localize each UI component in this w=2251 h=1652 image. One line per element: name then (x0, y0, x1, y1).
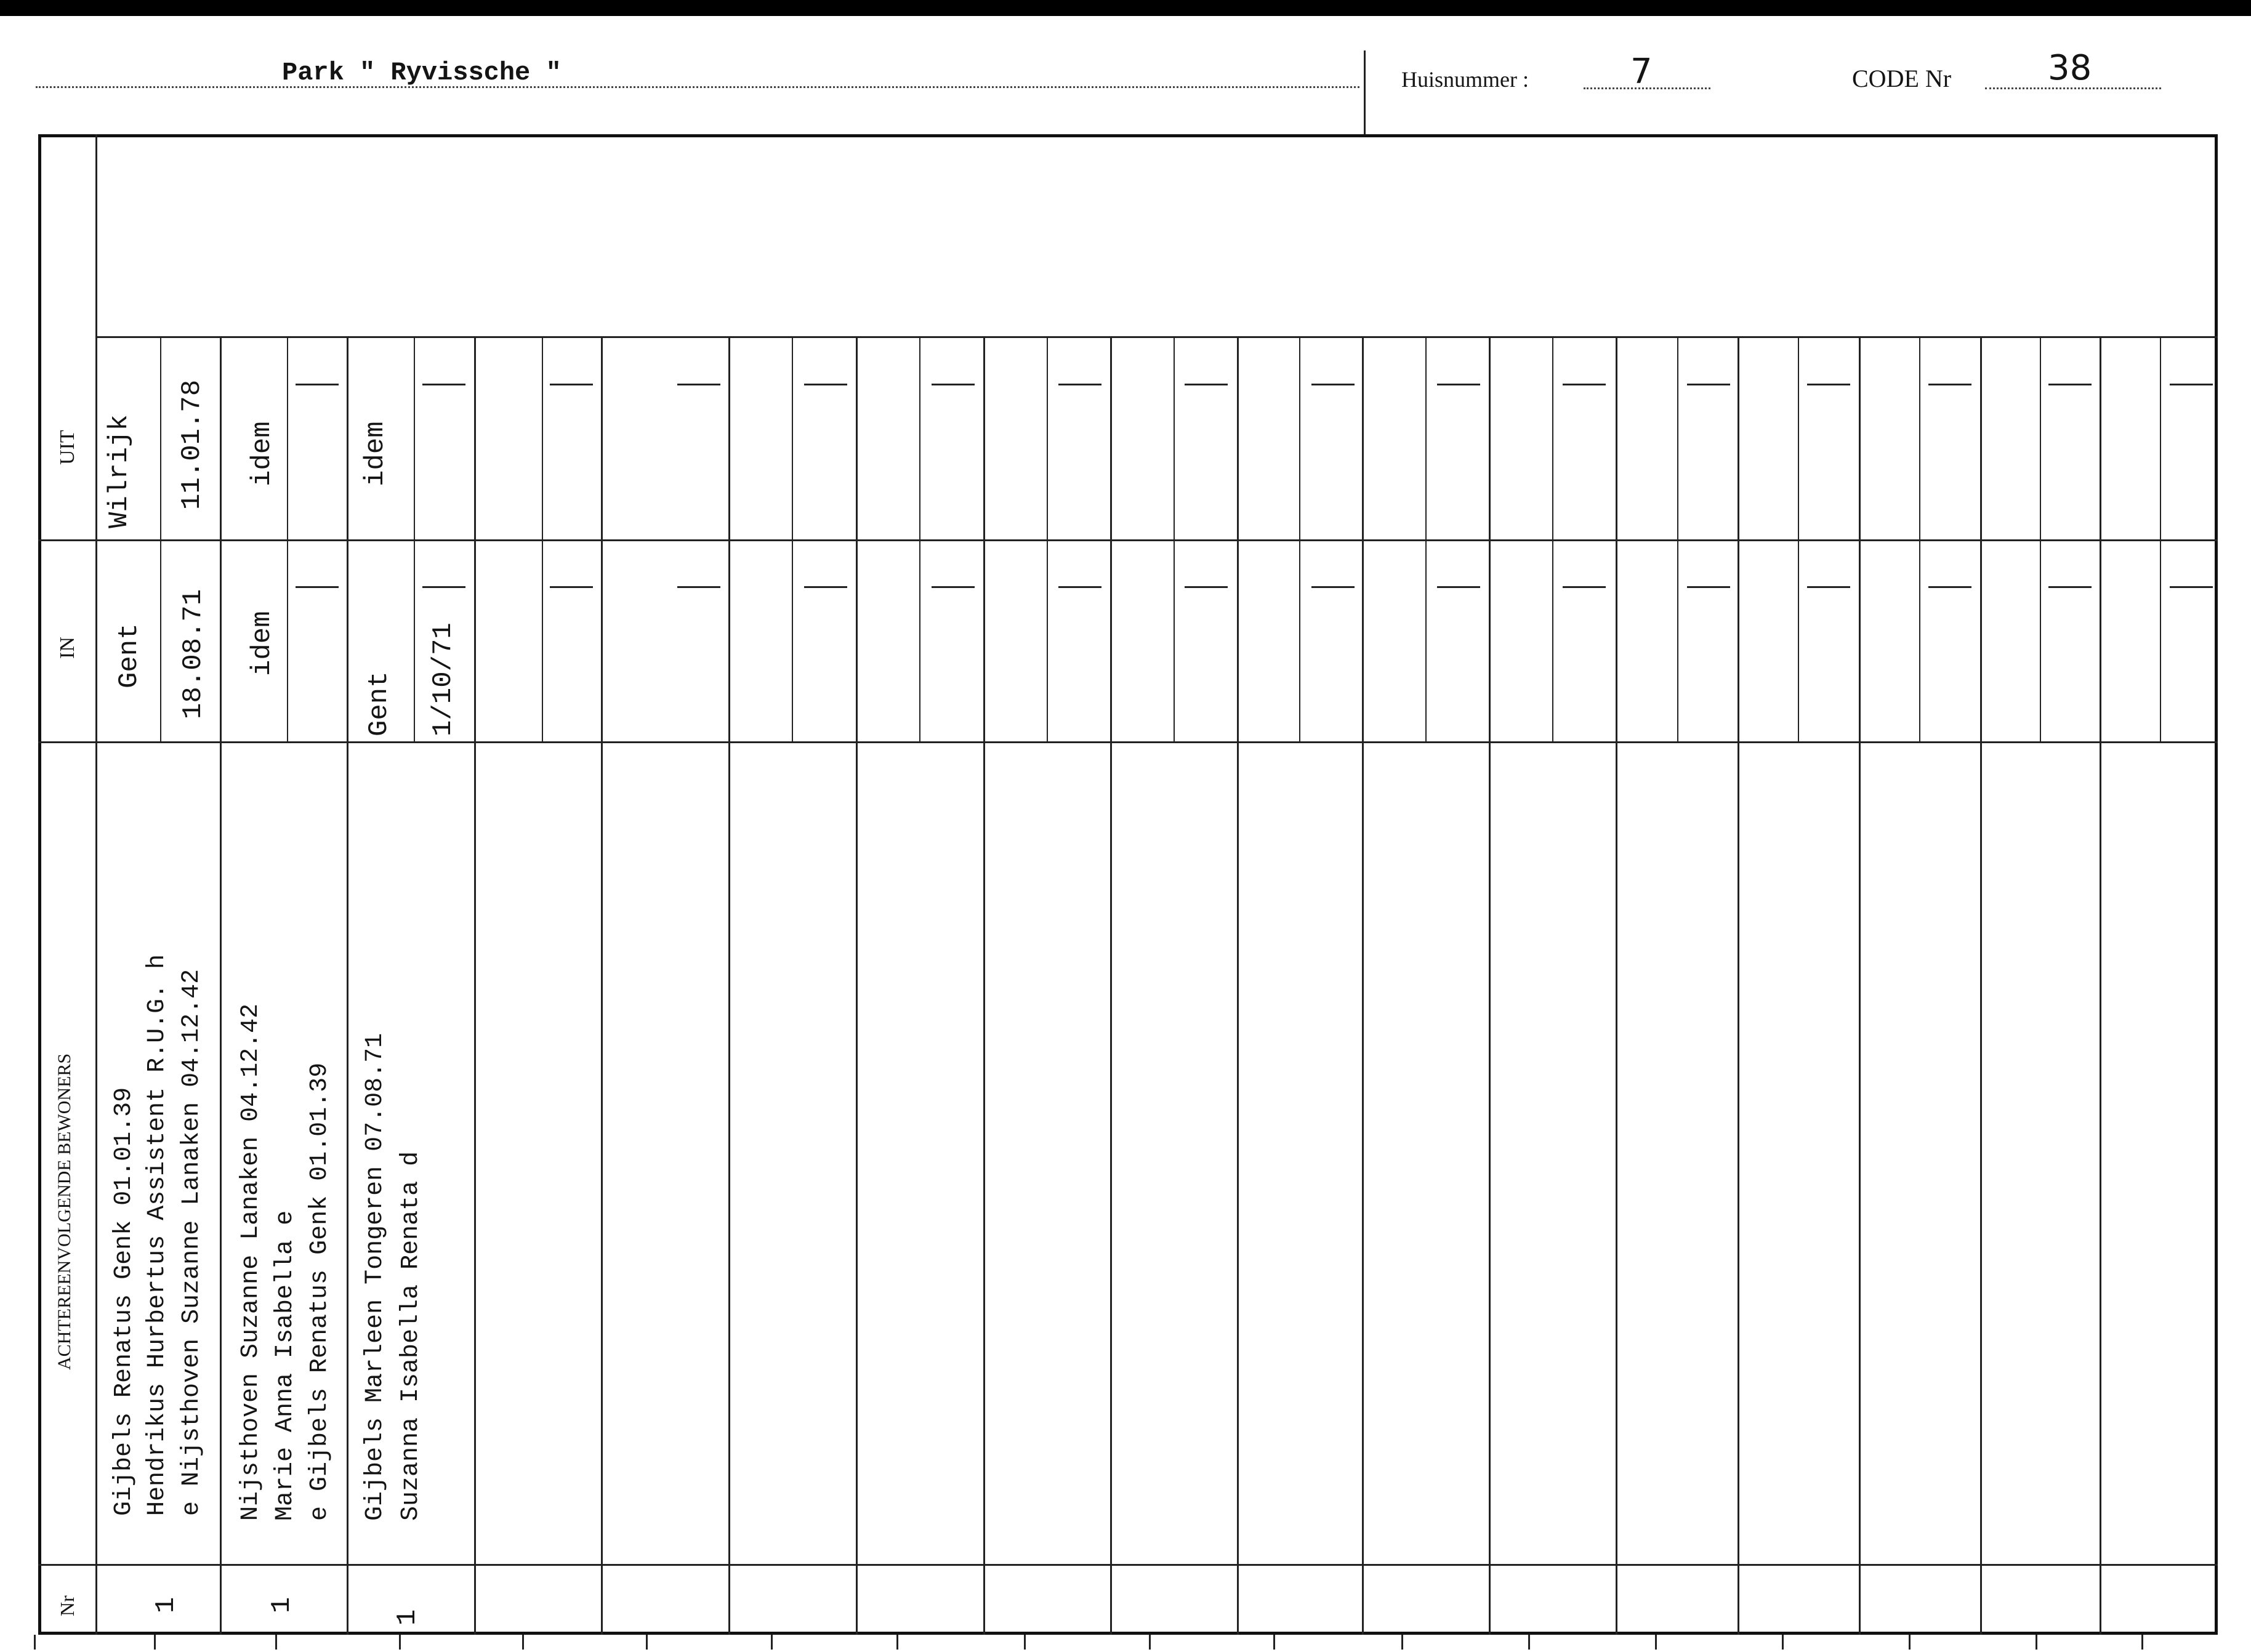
entry-3-in-place: Gent (364, 671, 395, 736)
empty-dash (1185, 384, 1228, 385)
empty-dash (1807, 384, 1850, 385)
empty-dash (1311, 384, 1355, 385)
subcol-line (2160, 336, 2161, 741)
subcol-line (1047, 336, 1048, 741)
subcol-line (414, 336, 415, 741)
entry-3-resident-line: Gijbels Marleen Tongeren 07.08.71 (361, 1033, 389, 1521)
subcol-line (1425, 336, 1427, 741)
entry-1-in-date: 18.08.71 (178, 589, 209, 719)
empty-dash (2170, 586, 2213, 588)
bottom-tick (399, 1635, 401, 1650)
park-name: Park " Ryvissche " (282, 58, 562, 87)
empty-dash (1185, 586, 1228, 588)
empty-dash (1928, 586, 1971, 588)
subcol-line (1919, 336, 1920, 741)
col-line (1110, 336, 1112, 1635)
entry-2-nr: 1 (267, 1597, 297, 1613)
header-divider (1364, 50, 1366, 135)
subcol-line (1552, 336, 1553, 741)
label-uit: UIT (56, 430, 79, 465)
bottom-tick (34, 1635, 36, 1650)
entry-2-uit-place: idem (247, 421, 278, 486)
subcol-line (1798, 336, 1799, 741)
bottom-tick (1024, 1635, 1026, 1650)
entry-2-in-place: idem (247, 611, 278, 676)
bottom-tick (522, 1635, 524, 1650)
empty-dash (1058, 384, 1101, 385)
park-dotted-line (36, 86, 1359, 88)
empty-dash (804, 384, 847, 385)
empty-dash (550, 586, 593, 588)
empty-dash (932, 384, 975, 385)
empty-dash (1807, 586, 1850, 588)
subcol-line (1677, 336, 1678, 741)
empty-dash (1563, 384, 1606, 385)
empty-dash (1437, 384, 1480, 385)
col-line (1616, 336, 1617, 1635)
entry-1-resident-line: Hendrikus Hurbertus Assistent R.U.G. h (143, 954, 171, 1516)
col-line (2100, 336, 2101, 1635)
col-line (1738, 336, 1739, 1635)
bottom-tick (2036, 1635, 2037, 1650)
subcol-line (919, 336, 920, 741)
subcol-line (1174, 336, 1175, 741)
line-below-uit (38, 539, 2218, 541)
empty-dash (1437, 586, 1480, 588)
entry-3-uit-place: idem (360, 421, 391, 486)
label-in: IN (56, 637, 79, 659)
subcol-line (287, 336, 288, 741)
subcol-line (2040, 336, 2041, 741)
empty-dash (804, 586, 847, 588)
col-line (728, 336, 730, 1635)
bottom-tick (1909, 1635, 1911, 1650)
entry-3-resident-line: Suzanna Isabella Renata d (397, 1151, 425, 1521)
entry-2-resident-line: e Gijbels Renatus Genk 01.01.39 (306, 1062, 334, 1521)
bottom-tick (2141, 1635, 2143, 1650)
line-below-in (38, 741, 2218, 743)
col-line (1362, 336, 1364, 1635)
house-number-value: 7 (1630, 52, 1653, 92)
empty-dash (2048, 586, 2092, 588)
entry-2-resident-line: Nijsthoven Suzanne Lanaken 04.12.42 (237, 1003, 265, 1521)
entry-2-resident-line: Marie Anna Isabella e (272, 1210, 299, 1521)
col-line (1859, 336, 1861, 1635)
bottom-tick (1782, 1635, 1784, 1650)
empty-dash (422, 384, 465, 385)
entry-1-uit-date: 11.01.78 (177, 379, 207, 510)
bottom-tick (896, 1635, 898, 1650)
top-border (0, 0, 2251, 16)
code-label: CODE Nr (1852, 65, 1952, 92)
subcol-line (1299, 336, 1300, 741)
empty-dash (677, 384, 720, 385)
bottom-tick (1655, 1635, 1657, 1650)
empty-dash (1311, 586, 1355, 588)
entry-3-in-date: 1/10/71 (428, 623, 459, 736)
empty-dash (677, 586, 720, 588)
entry-1-uit-place: Wilrijk (104, 414, 135, 528)
empty-dash (1928, 384, 1971, 385)
entry-1-in-place: Gent (114, 623, 145, 688)
entry-1-nr: 1 (151, 1597, 182, 1613)
empty-dash (422, 586, 465, 588)
bottom-tick (275, 1635, 277, 1650)
bottom-tick (1149, 1635, 1151, 1650)
empty-dash (296, 384, 339, 385)
bottom-tick (1273, 1635, 1275, 1650)
bottom-tick (1401, 1635, 1403, 1650)
entry-1-resident-line: Gijbels Renatus Genk 01.01.39 (110, 1087, 138, 1516)
entry-1-resident-line: e Nijsthoven Suzanne Lanaken 04.12.42 (178, 969, 206, 1516)
col-line (474, 336, 476, 1635)
empty-dash (2170, 384, 2213, 385)
empty-dash (1563, 586, 1606, 588)
col-line (347, 336, 348, 1635)
col-line (601, 336, 603, 1635)
house-number-label: Huisnummer : (1401, 67, 1529, 92)
col-line (1237, 336, 1239, 1635)
bottom-tick (646, 1635, 648, 1650)
col-line (1980, 336, 1982, 1635)
empty-dash (550, 384, 593, 385)
empty-dash (1058, 586, 1101, 588)
bottom-tick (1528, 1635, 1530, 1650)
line-below-residents (38, 1564, 2218, 1566)
bottom-tick (771, 1635, 773, 1650)
label-nr: Nr (56, 1595, 78, 1616)
col-line (220, 336, 222, 1635)
entry-3-nr: 1 (392, 1609, 423, 1626)
col-line (856, 336, 858, 1635)
col-line (1489, 336, 1491, 1635)
subcol-line (792, 336, 793, 741)
label-residents: ACHTEREENVOLGENDE BEWONERS (54, 1053, 74, 1370)
empty-dash (296, 586, 339, 588)
code-value: 38 (2048, 48, 2092, 88)
bottom-tick (154, 1635, 156, 1650)
empty-dash (932, 586, 975, 588)
empty-dash (1687, 384, 1730, 385)
empty-dash (1687, 586, 1730, 588)
label-column-divider (95, 134, 97, 1635)
subcol-line (160, 336, 161, 741)
empty-dash (2048, 384, 2092, 385)
col-line (983, 336, 985, 1635)
subcol-line (542, 336, 543, 741)
